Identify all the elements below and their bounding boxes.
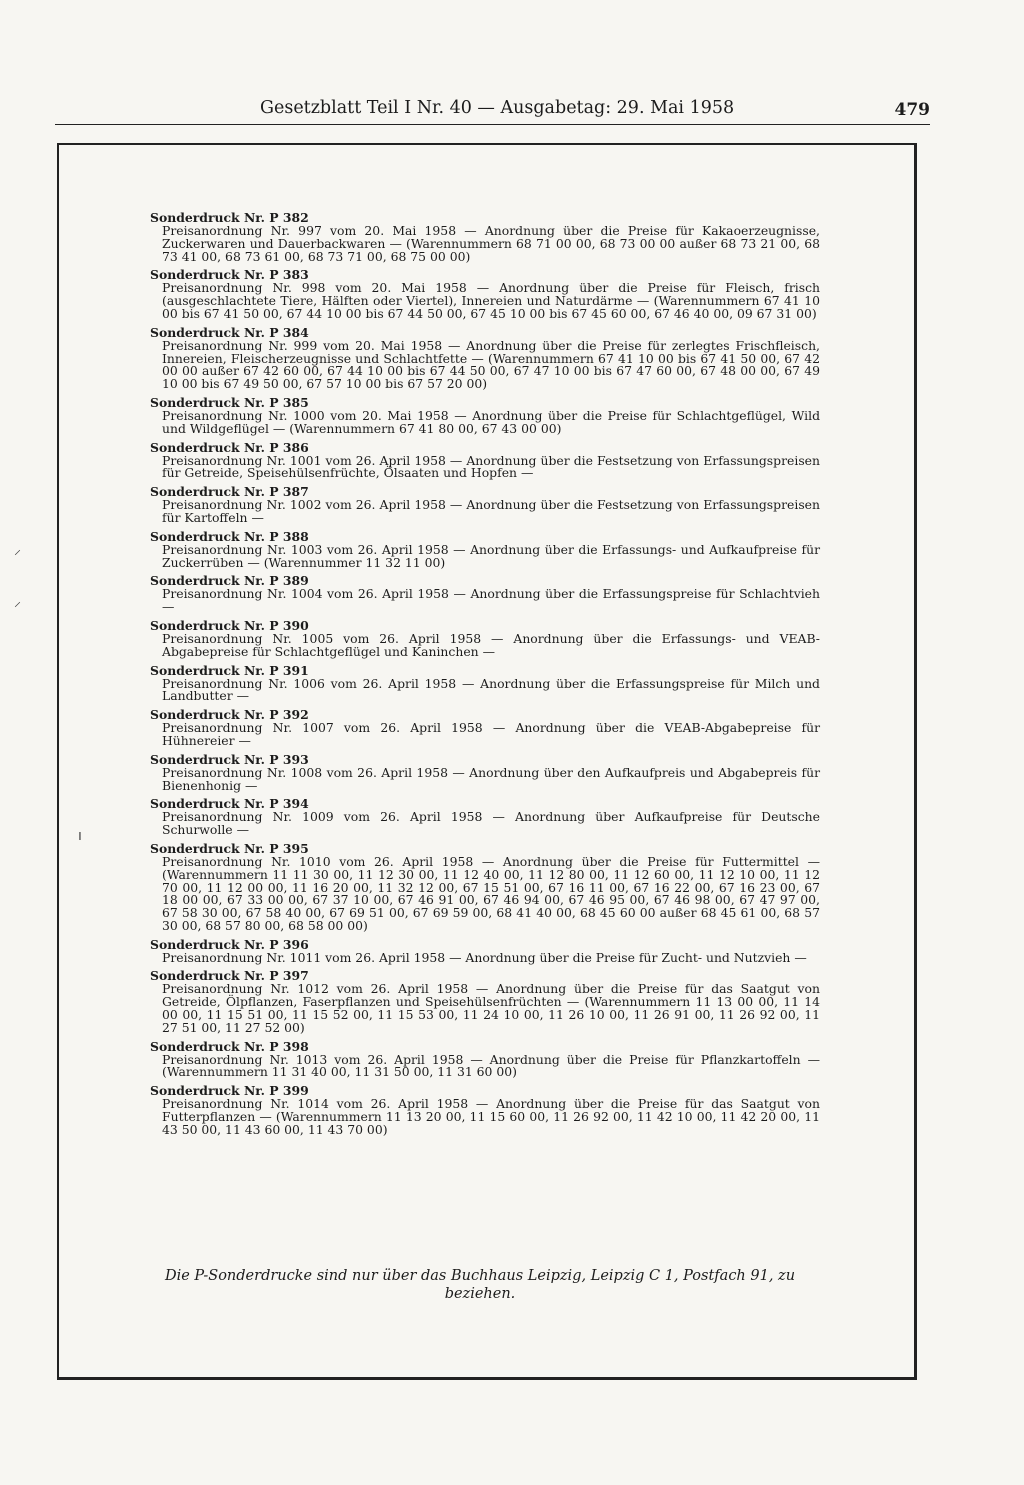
entry-text: Preisanordnung Nr. 1009 vom 26. April 1958 — Anordnung über Aufkaufpreise für Deutsche Schurwolle — <box>162 809 820 838</box>
list-item <box>150 326 820 391</box>
entry-text: Preisanordnung Nr. 1001 vom 26. April 1958 — Anordnung über die Festsetzung von Erfassungspreisen für Getreide, Speisehülsenfrüchte, Ölsaaten und Hopfen — <box>162 452 820 481</box>
entry-title: Sonderdruck Nr. P 384 <box>150 324 309 340</box>
distribution-note: Die P-Sonderdrucke sind nur über das Buchhaus Leipzig, Leipzig C 1, Postfach 91, zu beziehen. <box>164 1268 796 1302</box>
entry-title: Sonderdruck Nr. P 393 <box>150 751 309 767</box>
list-item <box>150 268 820 320</box>
margin-mark: ı <box>78 828 82 844</box>
entry-title: Sonderdruck Nr. P 389 <box>150 573 309 589</box>
list-item <box>150 708 820 748</box>
entry-text: Preisanordnung Nr. 1004 vom 26. April 1958 — Anordnung über die Erfassungspreise für Schlachtvieh — <box>162 586 820 615</box>
list-item <box>150 969 820 1034</box>
list-item <box>150 664 820 704</box>
entry-text: Preisanordnung Nr. 1003 vom 26. April 1958 — Anordnung über die Erfassungs- und Aufkaufpreise für Zuckerrüben — (Warennummer 11 32 11 00) <box>162 541 820 570</box>
entry-title: Sonderdruck Nr. P 390 <box>150 617 309 633</box>
margin-mark: ⸝ <box>14 594 21 610</box>
entry-title: Sonderdruck Nr. P 388 <box>150 528 309 544</box>
list-item <box>150 938 820 965</box>
entry-title: Sonderdruck Nr. P 392 <box>150 707 309 723</box>
entry-text: Preisanordnung Nr. 1011 vom 26. April 1958 — Anordnung über die Preise für Zucht- und Nutzvieh — <box>162 949 807 965</box>
entry-title: Sonderdruck Nr. P 396 <box>150 936 309 952</box>
list-item <box>150 485 820 525</box>
entry-title: Sonderdruck Nr. P 391 <box>150 662 309 678</box>
entry-title: Sonderdruck Nr. P 399 <box>150 1083 309 1099</box>
entry-text: Preisanordnung Nr. 1010 vom 26. April 1958 — Anordnung über die Preise für Futtermittel — (Warennummern 11 11 30 00, 11 12 30 00, 11 12 40 00, 11 12 80 00, 11 12 60 00, 11 12 10 00, 11 12 70 00, 11 12 00 00, 11 16 20 00, 11 32 12 00, 67 15 51 00, 67 16 11 00, 67 16 22 00, 67 16 23 00, 67 18 00 00, 67 33 00 00, 67 37 10 00, 67 46 91 00, 67 46 94 00, 67 46 95 00, 67 46 98 00, 67 47 97 00, 67 58 30 00, 67 58 40 00, 67 69 51 00, 67 69 59 00, 68 41 40 00, 68 45 60 00 außer 68 45 61 00, 68 57 30 00, 68 57 80 00, 68 58 00 00) <box>162 853 820 933</box>
entry-title: Sonderdruck Nr. P 385 <box>150 394 309 410</box>
entry-title: Sonderdruck Nr. P 383 <box>150 267 309 283</box>
list-item <box>150 211 820 263</box>
entry-title: Sonderdruck Nr. P 397 <box>150 968 309 984</box>
entry-title: Sonderdruck Nr. P 394 <box>150 796 309 812</box>
page-number: 479 <box>894 100 930 120</box>
list-item <box>150 619 820 659</box>
list-item <box>150 842 820 933</box>
list-item <box>150 1040 820 1080</box>
list-item <box>150 753 820 793</box>
entry-text: Preisanordnung Nr. 1008 vom 26. April 1958 — Anordnung über den Aufkaufpreis und Abgabepreis für Bienenhonig — <box>162 764 820 793</box>
page-header <box>55 98 930 124</box>
entry-text: Preisanordnung Nr. 1012 vom 26. April 1958 — Anordnung über die Preise für das Saatgut von Getreide, Ölpflanzen, Faserpflanzen und Speisehülsenfrüchten — (Warennummern 11 13 00 00, 11 14 00 00, 11 15 51 00, 11 15 52 00, 11 15 53 00, 11 24 10 00, 11 26 10 00, 11 26 91 00, 11 26 92 00, 11 27 51 00, 11 27 52 00) <box>162 981 820 1035</box>
entry-title: Sonderdruck Nr. P 395 <box>150 840 309 856</box>
entry-text: Preisanordnung Nr. 1013 vom 26. April 1958 — Anordnung über die Preise für Pflanzkartoffeln — (Warennummern 11 31 40 00, 11 31 50 00, 11 31 60 00) <box>162 1051 820 1080</box>
entry-title: Sonderdruck Nr. P 387 <box>150 484 309 500</box>
entry-title: Sonderdruck Nr. P 386 <box>150 439 309 455</box>
margin-mark: ⸝ <box>14 542 21 558</box>
entry-text: Preisanordnung Nr. 1006 vom 26. April 1958 — Anordnung über die Erfassungspreise für Milch und Landbutter — <box>162 675 820 704</box>
entry-text: Preisanordnung Nr. 997 vom 20. Mai 1958 — Anordnung über die Preise für Kakaoerzeugnisse, Zuckerwaren und Dauerbackwaren — (Warennummern 68 71 00 00, 68 73 00 00 außer 68 73 21 00, 68 73 41 00, 68 73 61 00, 68 73 71 00, 68 75 00 00) <box>162 223 820 264</box>
entry-text: Preisanordnung Nr. 1014 vom 26. April 1958 — Anordnung über die Preise für das Saatgut von Futterpflanzen — (Warennummern 11 13 20 00, 11 15 60 00, 11 26 92 00, 11 42 10 00, 11 42 20 00, 11 43 50 00, 11 43 60 00, 11 43 70 00) <box>162 1096 820 1137</box>
entry-text: Preisanordnung Nr. 1005 vom 26. April 1958 — Anordnung über die Erfassungs- und VEAB-Abgabepreise für Schlachtgeflügel und Kaninchen — <box>162 630 820 659</box>
list-item <box>150 797 820 837</box>
entry-title: Sonderdruck Nr. P 382 <box>150 210 309 225</box>
list-item <box>150 530 820 570</box>
list-item <box>150 1084 820 1136</box>
entry-text: Preisanordnung Nr. 998 vom 20. Mai 1958 — Anordnung über die Preise für Fleisch, frisch (ausgeschlachtete Tiere, Hälften oder Viertel), Innereien und Naturdärme — (Warennummern 67 41 10 00 bis 67 41 50 00, 67 44 10 00 bis 67 44 50 00, 67 45 10 00 bis 67 45 60 00, 67 46 40 00, 09 67 31 00) <box>162 280 820 321</box>
list-item <box>150 574 820 614</box>
header-divider <box>55 124 930 125</box>
entry-text: Preisanordnung Nr. 999 vom 20. Mai 1958 — Anordnung über die Preise für zerlegtes Frischfleisch, Innereien, Fleischerzeugnisse und Schlachtfette — (Warennummern 67 41 10 00 bis 67 41 50 00, 67 42 00 00 außer 67 42 60 00, 67 44 10 00 bis 67 44 50 00, 67 47 10 00 bis 67 47 60 00, 67 48 00 00, 67 49 10 00 bis 67 49 50 00, 67 57 10 00 bis 67 57 20 00) <box>162 337 820 392</box>
sonderdruck-list <box>150 211 820 1142</box>
entry-text: Preisanordnung Nr. 1007 vom 26. April 1958 — Anordnung über die VEAB-Abgabepreise für Hühnereier — <box>162 720 820 748</box>
entry-title: Sonderdruck Nr. P 398 <box>150 1038 309 1054</box>
entry-text: Preisanordnung Nr. 1000 vom 20. Mai 1958 — Anordnung über die Preise für Schlachtgeflügel, Wild und Wildgeflügel — (Warennummern 67 41 80 00, 67 43 00 00) <box>162 407 820 436</box>
gazette-title: Gesetzblatt Teil I Nr. 40 — Ausgabetag: 29. Mai 1958 <box>260 98 735 118</box>
list-item <box>150 396 820 436</box>
entry-text: Preisanordnung Nr. 1002 vom 26. April 1958 — Anordnung über die Festsetzung von Erfassungspreisen für Kartoffeln — <box>162 497 820 525</box>
list-item <box>150 441 820 481</box>
